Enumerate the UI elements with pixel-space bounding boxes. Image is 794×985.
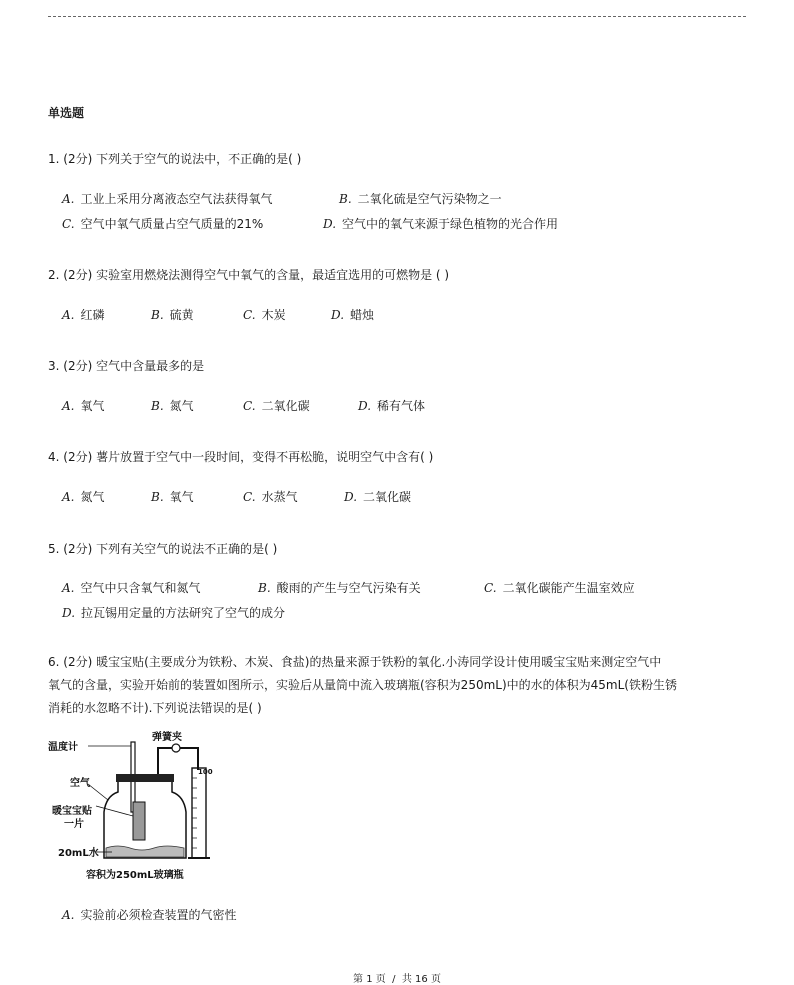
question-3-option-a[interactable]: A. 氧气	[62, 399, 105, 413]
spring-clamp-icon	[172, 744, 180, 752]
question-5-option-d[interactable]: D. 拉瓦锡用定量的方法研究了空气的成分	[62, 606, 286, 620]
question-1-option-b[interactable]: B. 二氧化硫是空气污染物之一	[339, 192, 502, 206]
label-air: 空气	[70, 778, 90, 789]
label-scale-top: 100	[198, 768, 213, 776]
question-2-stem: 2. (2分) 实验室用燃烧法测得空气中氧气的含量，最适宜选用的可燃物是 ( )	[48, 268, 450, 282]
heat-pack-icon	[133, 802, 145, 840]
header-dashed-line	[48, 16, 746, 17]
question-1-option-a[interactable]: A. 工业上采用分离液态空气法获得氧气	[62, 192, 273, 206]
question-5-option-c[interactable]: C. 二氧化碳能产生温室效应	[484, 581, 635, 595]
question-4-option-a[interactable]: A. 氮气	[62, 490, 105, 504]
question-6-option-a[interactable]: A. 实验前必须检查装置的气密性	[62, 908, 237, 922]
question-4-option-d[interactable]: D. 二氧化碳	[344, 490, 412, 504]
question-6-stem-line-3: 消耗的水忽略不计).下列说法错误的是( )	[48, 701, 262, 715]
label-water: 20mL水	[58, 848, 99, 859]
question-2-option-b[interactable]: B. 硫黄	[151, 308, 194, 322]
question-4-option-b[interactable]: B. 氧气	[151, 490, 194, 504]
footer-separator: /	[392, 974, 396, 985]
question-3-option-c[interactable]: C. 二氧化碳	[243, 399, 310, 413]
question-6-stem	[48, 651, 748, 720]
footer-total: 共 16 页	[401, 974, 441, 985]
footer-page: 第 1 页	[353, 974, 386, 985]
question-4-option-c[interactable]: C. 水蒸气	[243, 490, 298, 504]
question-3-stem: 3. (2分) 空气中含量最多的是	[48, 359, 205, 373]
question-2-option-d[interactable]: D. 蜡烛	[331, 308, 375, 322]
label-thermometer: 温度计	[48, 742, 78, 753]
question-1-option-c[interactable]: C. 空气中氧气质量占空气质量的21%	[62, 217, 264, 231]
question-1-option-d[interactable]: D. 空气中的氧气来源于绿色植物的光合作用	[323, 217, 559, 231]
question-2-option-c[interactable]: C. 木炭	[243, 308, 286, 322]
water-icon	[106, 846, 184, 857]
apparatus-figure	[48, 730, 218, 885]
page-footer	[0, 970, 794, 985]
question-5-option-b[interactable]: B. 酸雨的产生与空气污染有关	[258, 581, 421, 595]
question-3-option-b[interactable]: B. 氮气	[151, 399, 194, 413]
label-heat-pack-1: 暖宝宝贴	[52, 806, 92, 817]
question-6-stem-line-2: 氧气的含量，实验开始前的装置如图所示，实验后从量筒中流入玻璃瓶(容积为250mL)中的水的体积为45mL(铁粉生锈	[48, 678, 677, 692]
label-clamp: 弹簧夹	[152, 732, 182, 743]
question-5-option-a[interactable]: A. 空气中只含氧气和氮气	[62, 581, 201, 595]
question-5-stem: 5. (2分) 下列有关空气的说法不正确的是( )	[48, 542, 278, 556]
label-heat-pack-2: 一片	[64, 819, 84, 830]
question-4-stem: 4. (2分) 薯片放置于空气中一段时间，变得不再松脆，说明空气中含有( )	[48, 450, 434, 464]
section-title: 单选题	[48, 106, 85, 120]
question-1-stem: 1. (2分) 下列关于空气的说法中，不正确的是( )	[48, 152, 302, 166]
label-caption: 容积为250mL玻璃瓶	[86, 870, 184, 881]
question-2-option-a[interactable]: A. 红磷	[62, 308, 105, 322]
question-6-stem-line-1: 6. (2分) 暖宝宝贴(主要成分为铁粉、木炭、食盐)的热量来源于铁粉的氧化.小涛同学设计使用暖宝宝贴来测定空气中	[48, 655, 662, 669]
graduated-cylinder-icon	[192, 768, 206, 858]
stopper-icon	[116, 774, 174, 782]
question-3-option-d[interactable]: D. 稀有气体	[358, 399, 426, 413]
